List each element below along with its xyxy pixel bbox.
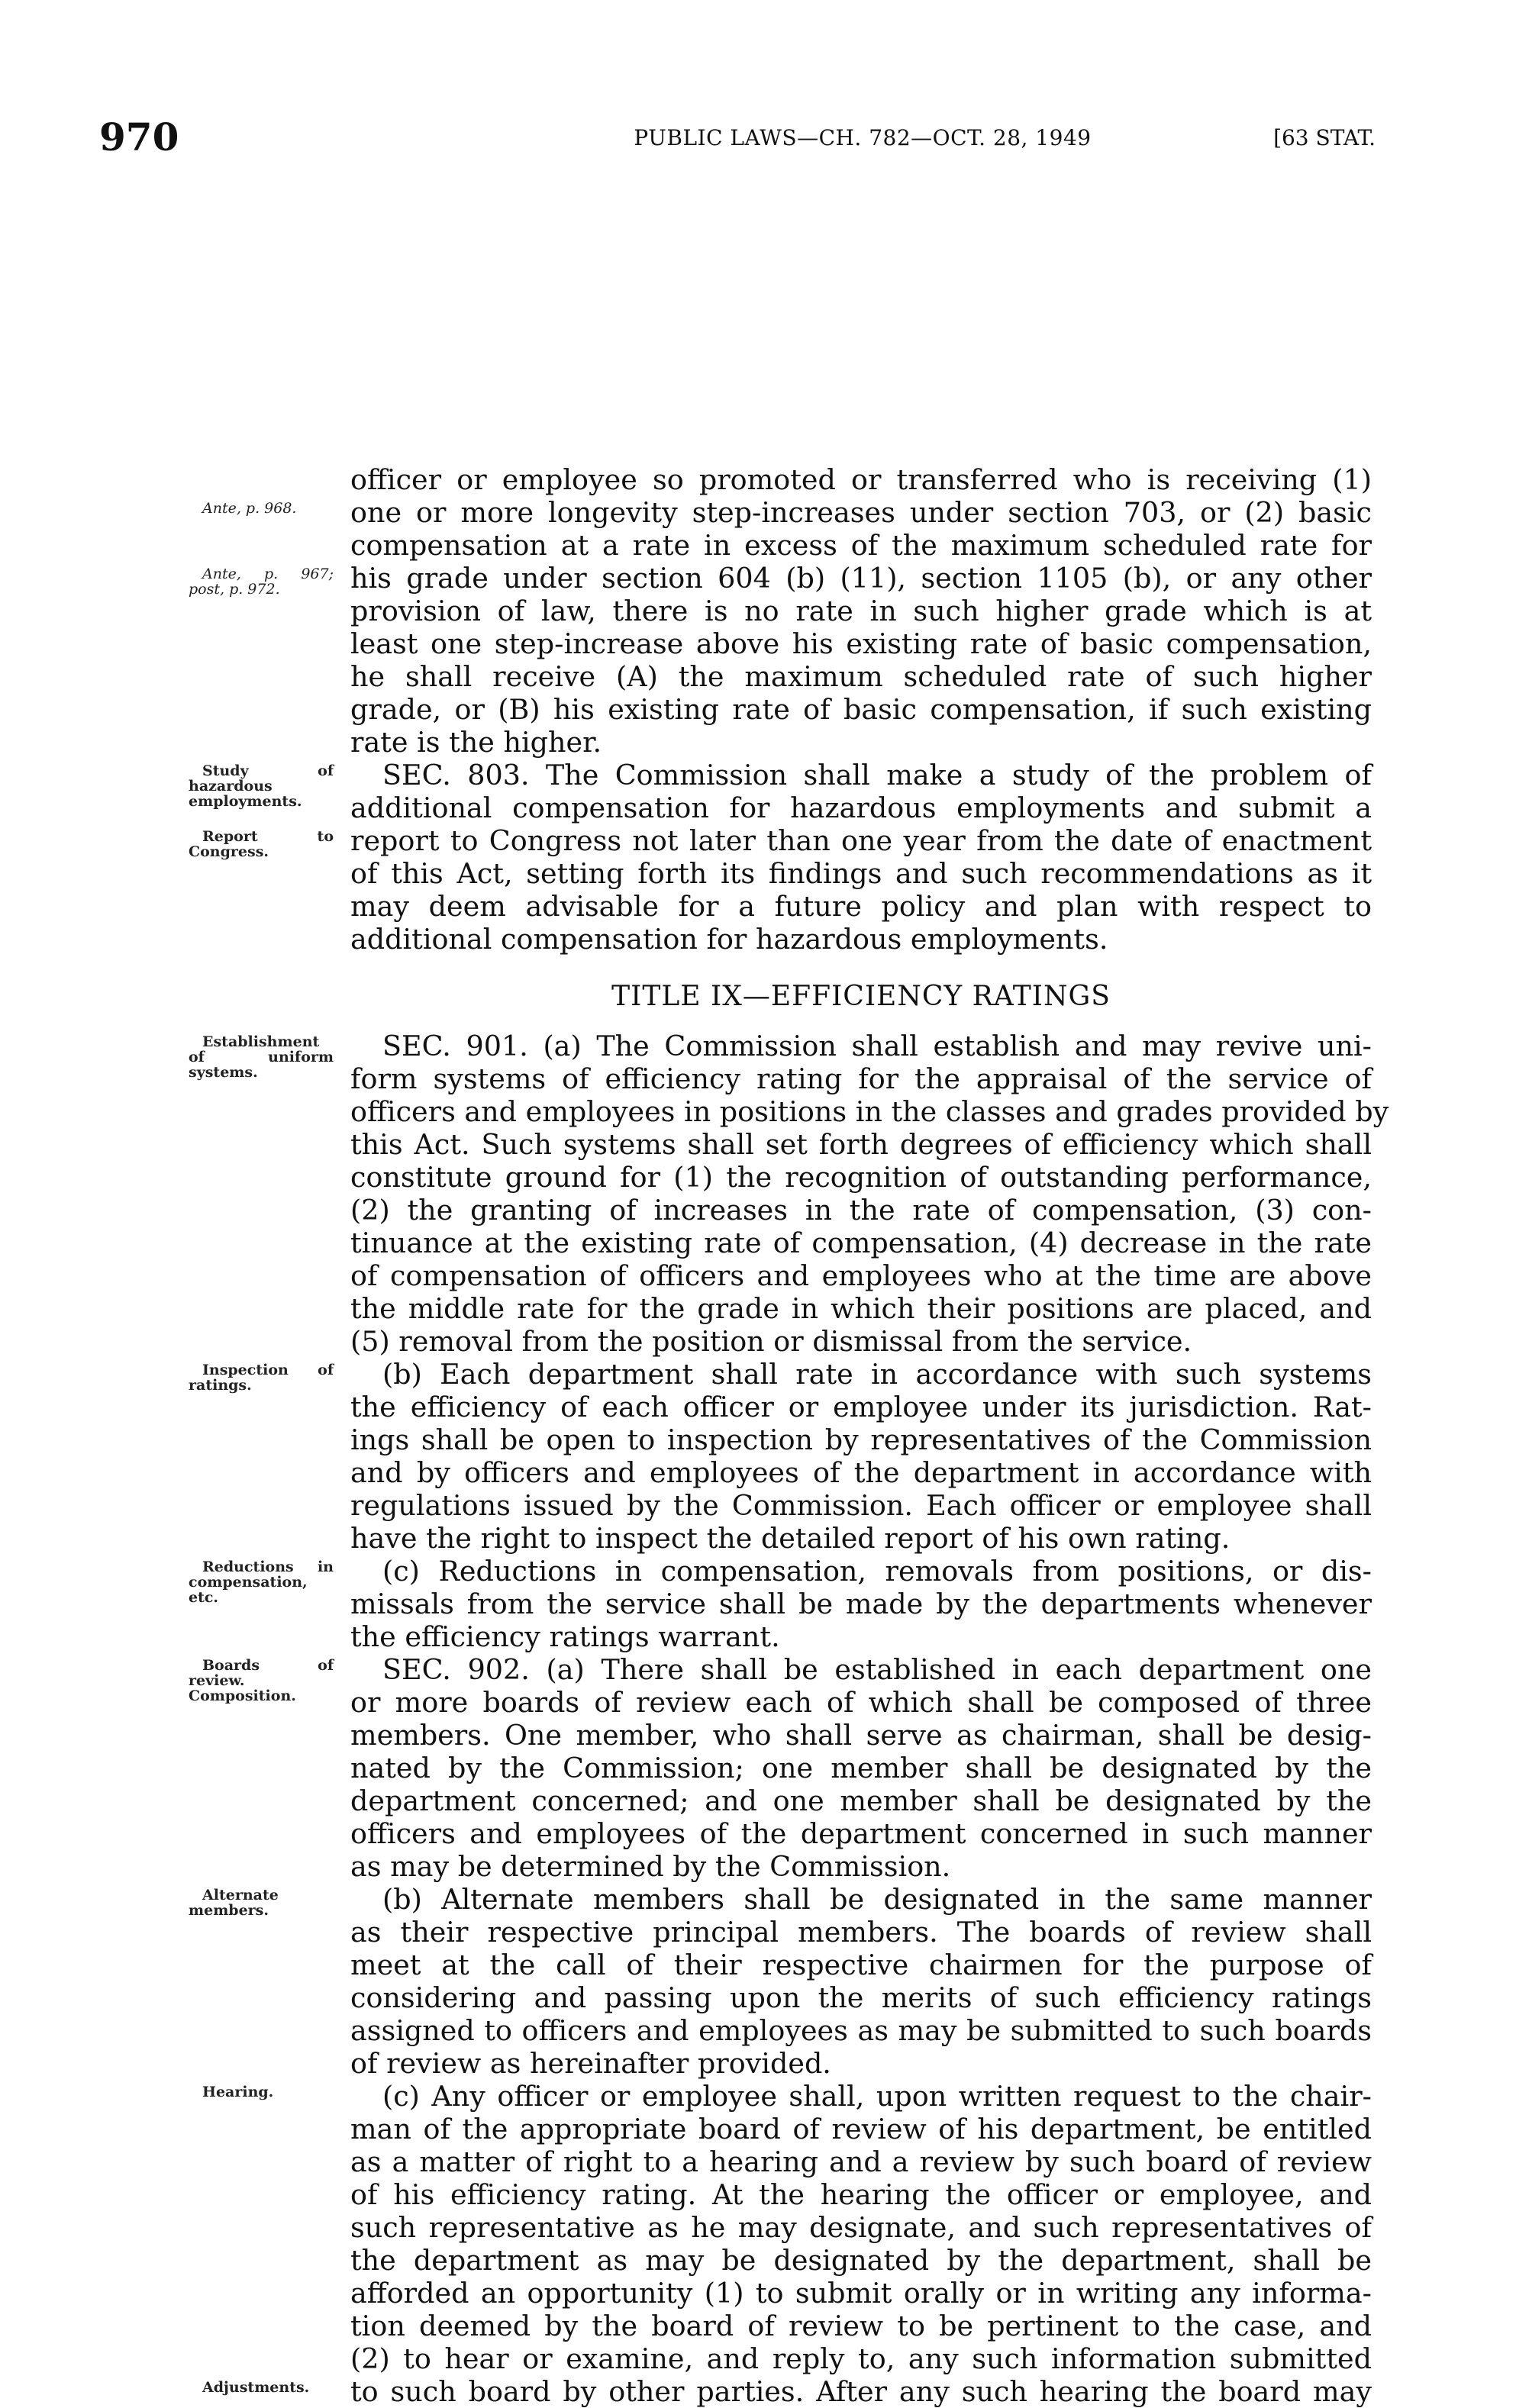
text-line <box>350 2342 1372 2375</box>
margin-note: Hearing. <box>202 2084 274 2100</box>
line-text: constitute ground for (1) the recognition of outstanding performance, <box>350 1161 1372 1194</box>
margin-note: Inspection of ratings. <box>189 1362 334 1394</box>
margin-note: Study of hazardous employments. <box>189 762 334 810</box>
line-text: grade, or (B) his existing rate of basic compensation, if such existing <box>350 693 1372 726</box>
line-text: the efficiency ratings warrant. <box>350 1620 780 1653</box>
margin-note: Establishment of uniform systems. <box>189 1033 334 1081</box>
line-text: as a matter of right to a hearing and a review by such board of review <box>350 2145 1372 2178</box>
margin-note: Report to Congress. <box>189 828 334 860</box>
text-line <box>350 660 1372 693</box>
text-line <box>350 2310 1372 2342</box>
line-text: nated by the Commission; one member shall be designated by the <box>350 1752 1372 1784</box>
line-text: considering and passing upon the merits of such efficiency ratings <box>350 1981 1372 2014</box>
margin-note: Ante, p. 968. <box>202 500 297 517</box>
line-text: SEC. 902. (a) There shall be established in each department one <box>382 1653 1372 1686</box>
text-line <box>350 1423 1372 1456</box>
line-text: may deem advisable for a future policy and plan with respect to <box>350 890 1372 923</box>
line-text: of his efficiency rating. At the hearing the officer or employee, and <box>350 2178 1372 2211</box>
paragraph <box>189 759 1372 956</box>
text-line <box>350 1292 1372 1325</box>
line-text: man of the appropriate board of review of his department, be entitled <box>350 2113 1372 2145</box>
text-line <box>350 726 1372 759</box>
text-line <box>350 923 1372 956</box>
line-text: tinuance at the existing rate of compensation, (4) decrease in the rate <box>350 1227 1372 1259</box>
line-text: the efficiency of each officer or employee under its jurisdiction. Rat- <box>350 1391 1372 1423</box>
margin-note: Ante, p. 967; post, p. 972. <box>189 566 334 598</box>
line-text: as their respective principal members. The boards of review shall <box>350 1916 1372 1949</box>
text-line <box>350 1128 1372 1161</box>
line-text: afforded an opportunity (1) to submit orally or in writing any informa- <box>350 2277 1372 2310</box>
text-line <box>350 1095 1389 1128</box>
text-line <box>350 2145 1372 2178</box>
line-text: officers and employees of the department concerned in such manner <box>350 1817 1372 1850</box>
text-line <box>350 2113 1372 2145</box>
text-line <box>350 1588 1372 1620</box>
text-line <box>350 1620 1372 1653</box>
text-line <box>189 562 1372 598</box>
line-text: officers and employees in positions in the classes and grades provided by <box>350 1095 1389 1128</box>
line-text: members. One member, who shall serve as chairman, shall be desig- <box>350 1719 1372 1752</box>
line-text: provision of law, there is no rate in such higher grade which is at <box>350 595 1372 627</box>
volume-reference: [63 STAT. <box>1273 125 1376 150</box>
text-line <box>350 1850 1372 1883</box>
line-text: additional compensation for hazardous employments and submit a <box>350 791 1372 824</box>
line-text: SEC. 803. The Commission shall make a study of the problem of <box>382 759 1372 791</box>
page-number: 970 <box>99 114 179 160</box>
page-header <box>0 114 1516 160</box>
text-line <box>202 2375 1372 2408</box>
line-text: rate is the higher. <box>350 726 602 759</box>
text-line <box>350 2047 1372 2080</box>
paragraph <box>189 1883 1372 2080</box>
text-line <box>350 1686 1372 1719</box>
text-line <box>189 1358 1372 1394</box>
text-line <box>350 1391 1372 1423</box>
line-text: (2) to hear or examine, and reply to, any such information submitted <box>350 2342 1372 2375</box>
text-line <box>350 1817 1372 1850</box>
text-line <box>350 857 1372 890</box>
line-text: (c) Any officer or employee shall, upon written request to the chair- <box>382 2080 1372 2113</box>
text-line <box>350 1062 1372 1095</box>
line-text: (c) Reductions in compensation, removals from positions, or dis- <box>382 1555 1372 1588</box>
margin-note: Alternate members. <box>189 1887 279 1919</box>
text-line <box>350 1456 1372 1489</box>
line-text: such representative as he may designate, and such representatives of <box>350 2211 1372 2244</box>
line-text: department concerned; and one member shall be designated by the <box>350 1784 1372 1817</box>
line-text: ings shall be open to inspection by representatives of the Commission <box>350 1423 1372 1456</box>
text-line <box>350 1489 1372 1522</box>
line-text: the middle rate for the grade in which their positions are placed, and <box>350 1292 1372 1325</box>
margin-note: Boards of review. Composition. <box>189 1657 334 1704</box>
line-text: and by officers and employees of the department in accordance with <box>350 1456 1372 1489</box>
line-text: (b) Alternate members shall be designated in the same manner <box>382 1883 1372 1916</box>
text-line <box>350 2244 1372 2277</box>
paragraph <box>189 1653 1372 1883</box>
running-title: PUBLIC LAWS—CH. 782—OCT. 28, 1949 <box>634 125 1092 150</box>
line-text: one or more longevity step-increases under section 703, or (2) basic <box>350 496 1372 529</box>
text-line <box>350 1227 1372 1259</box>
text-line <box>350 1949 1372 1981</box>
line-text: as may be determined by the Commission. <box>350 1850 951 1883</box>
line-text: meet at the call of their respective chairmen for the purpose of <box>350 1949 1372 1981</box>
paragraph <box>189 1358 1372 1555</box>
text-line <box>189 824 1372 860</box>
line-text: to such board by other parties. After any such hearing the board may <box>350 2375 1372 2408</box>
line-text: form systems of efficiency rating for the appraisal of the service of <box>350 1062 1372 1095</box>
text-line <box>350 1719 1372 1752</box>
text-line <box>202 496 1372 529</box>
text-line <box>350 1752 1372 1784</box>
line-text: (5) removal from the position or dismissal from the service. <box>350 1325 1192 1358</box>
line-text: his grade under section 604 (b) (11), section 1105 (b), or any other <box>350 562 1372 595</box>
line-text: or more boards of review each of which shall be composed of three <box>350 1686 1372 1719</box>
text-line <box>350 890 1372 923</box>
text-line <box>350 1916 1372 1949</box>
line-text: additional compensation for hazardous employments. <box>350 923 1108 956</box>
text-line <box>350 2277 1372 2310</box>
line-text: least one step-increase above his existing rate of basic compensation, <box>350 627 1372 660</box>
line-text: this Act. Such systems shall set forth degrees of efficiency which shall <box>350 1128 1372 1161</box>
line-text: officer or employee so promoted or transferred who is receiving (1) <box>350 463 1372 496</box>
line-text: missals from the service shall be made by the departments whenever <box>350 1588 1372 1620</box>
text-line <box>350 2014 1372 2047</box>
line-text: tion deemed by the board of review to be pertinent to the case, and <box>350 2310 1372 2342</box>
line-text: SEC. 901. (a) The Commission shall establish and may revive uni- <box>382 1030 1372 1062</box>
line-text: assigned to officers and employees as may be submitted to such boards <box>350 2014 1372 2047</box>
text-line <box>350 2211 1372 2244</box>
margin-note: Reductions in compensation, etc. <box>189 1559 334 1606</box>
text-line <box>350 791 1372 824</box>
paragraph <box>202 2080 1372 2408</box>
paragraph <box>189 463 1372 759</box>
margin-note: Adjustments. <box>202 2379 310 2396</box>
line-text: of review as hereinafter provided. <box>350 2047 831 2080</box>
text-line <box>350 1259 1372 1292</box>
line-text: of compensation of officers and employees who at the time are above <box>350 1259 1372 1292</box>
text-line <box>350 1522 1372 1555</box>
paragraph <box>189 1555 1372 1653</box>
line-text: regulations issued by the Commission. Each officer or employee shall <box>350 1489 1372 1522</box>
body-text <box>189 463 1389 2408</box>
line-text: of this Act, setting forth its findings and such recommendations as it <box>350 857 1372 890</box>
line-text: (2) the granting of increases in the rate of compensation, (3) con- <box>350 1194 1372 1227</box>
text-line <box>350 1194 1372 1227</box>
text-line <box>350 1784 1372 1817</box>
line-text: compensation at a rate in excess of the maximum scheduled rate for <box>350 529 1372 562</box>
text-line <box>350 529 1372 562</box>
line-text: he shall receive (A) the maximum scheduled rate of such higher <box>350 660 1372 693</box>
text-line <box>202 2080 1372 2113</box>
line-text: the department as may be designated by the department, shall be <box>350 2244 1372 2277</box>
text-line <box>350 693 1372 726</box>
line-text: have the right to inspect the detailed report of his own rating. <box>350 1522 1231 1555</box>
text-line <box>350 1161 1372 1194</box>
text-line <box>350 2178 1372 2211</box>
line-text: report to Congress not later than one year from the date of enactment <box>350 824 1372 857</box>
text-line <box>350 1325 1372 1358</box>
text-line <box>350 595 1372 627</box>
paragraph <box>189 1030 1389 1358</box>
text-line <box>350 463 1372 496</box>
text-line <box>350 1981 1372 2014</box>
section-title: TITLE IX—EFFICIENCY RATINGS <box>611 981 1111 1012</box>
line-text: (b) Each department shall rate in accordance with such systems <box>382 1358 1372 1391</box>
text-line <box>189 1883 1372 1919</box>
text-line <box>350 627 1372 660</box>
